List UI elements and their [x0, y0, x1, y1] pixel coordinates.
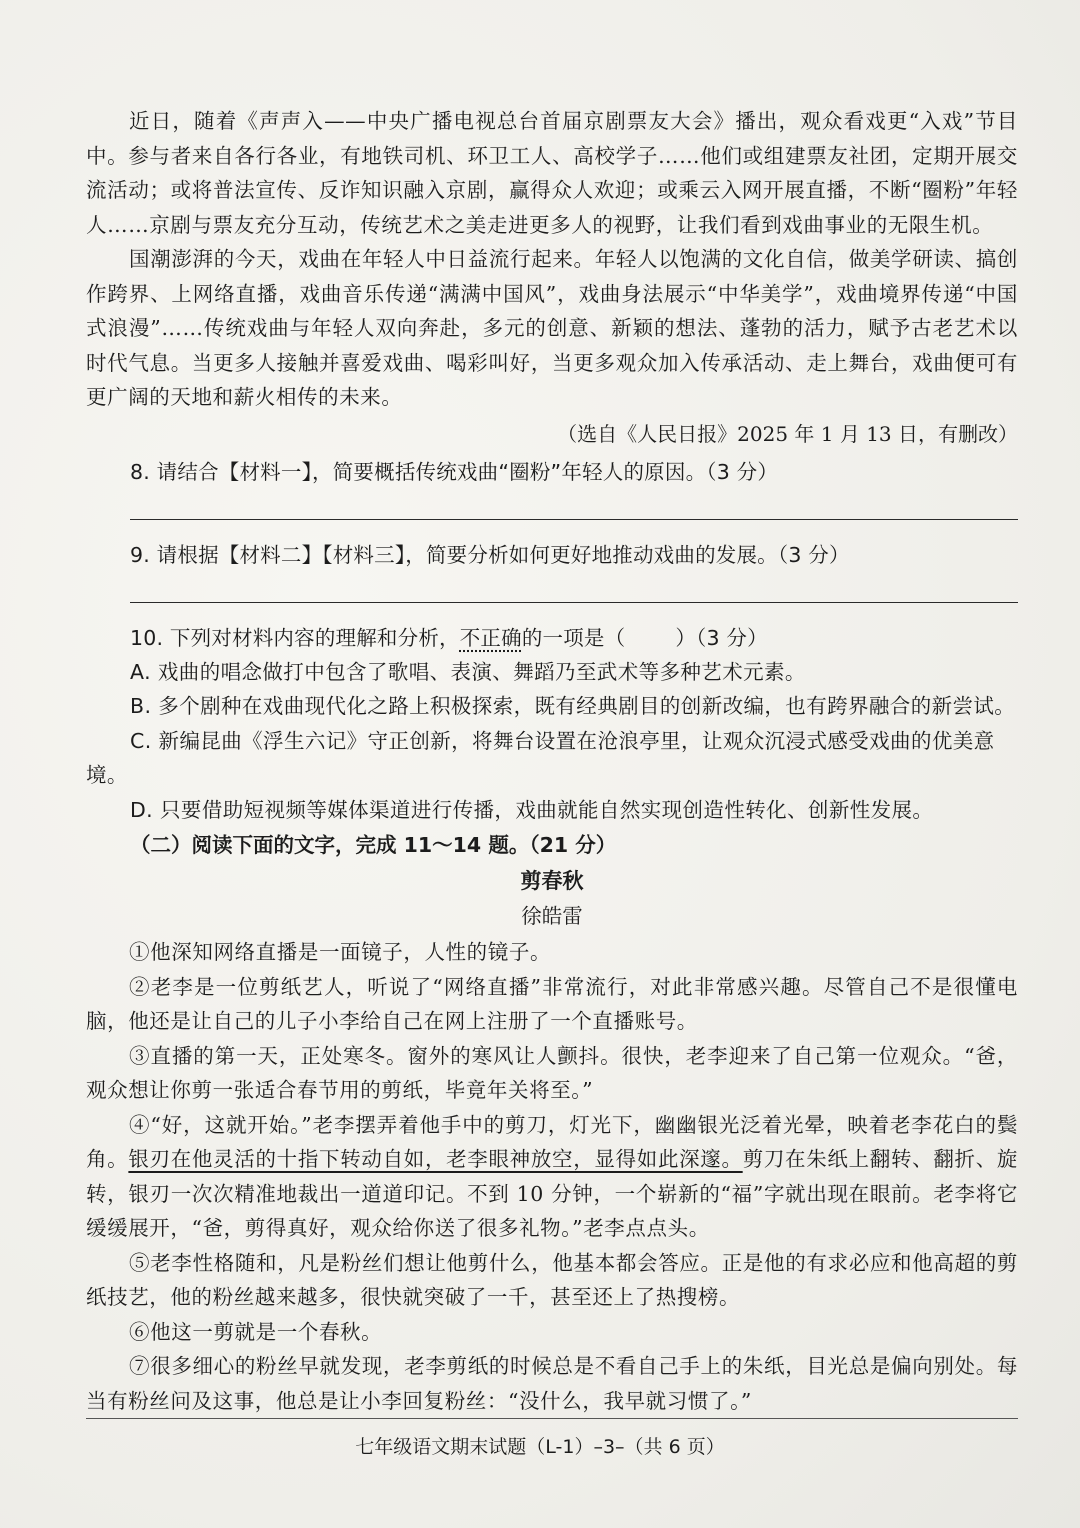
story-paragraph-6: ⑥他这一剪就是一个春秋。 — [129, 1319, 383, 1344]
material-paragraph-1: 近日，随着《声声入——中央广播电视总台首届京剧票友大会》播出，观众看戏更“入戏”节目中。参与者来自各行各业，有地铁司机、环卫工人、高校学子……他们或组建票友社团，定期开展交流活动；或将普法宣传、反诈知识融入京剧，赢得众人欢迎；或乘云入网开展直播，不断“圈粉”年轻人……京剧与票友充分互动，传统艺术之美走进更多人的视野，让我们看到戏曲事业的无限生机。 — [86, 109, 1018, 237]
story-paragraph-5: ⑤老李性格随和，凡是粉丝们想让他剪什么，他基本都会答应。正是他的有求必应和他高超的剪纸技艺，他的粉丝越来越多，很快就突破了一千，甚至还上了热搜榜。 — [86, 1250, 1018, 1309]
question-10-end: ）（3 分） — [675, 625, 768, 650]
story-paragraph-3: ③直播的第一天，正处寒冬。窗外的寒风让人颤抖。很快，老李迎来了自己第一位观众。“爸，观众想让你剪一张适合春节用的剪纸，毕竟年关将至。” — [86, 1043, 1018, 1102]
story-paragraph-4-start: ④“好，这就开始。”老李摆弄着他手中的剪刀，灯光下，幽幽银光泛着光晕，映着老李花白的鬓角。 — [86, 1112, 1018, 1171]
source-citation: （选自《人民日报》2025 年 1 月 13 日，有删改） — [557, 421, 1018, 446]
material-paragraph-2: 国潮澎湃的今天，戏曲在年轻人中日益流行起来。年轻人以饱满的文化自信，做美学研读、搞创作跨界、上网络直播，戏曲音乐传递“满满中国风”，戏曲身法展示“中华美学”，戏曲境界传递“中国式浪漫”……传统戏曲与年轻人双向奔赴，多元的创意、新颖的想法、蓬勃的活力，赋予古老艺术以时代气息。当更多人接触并喜爱戏曲、喝彩叫好，当更多观众加入传承活动、走上舞台，戏曲便可有更广阔的天地和薪火相传的未来。 — [86, 247, 1018, 409]
question-10 — [86, 621, 1018, 655]
question-8: 8. 请结合【材料一】，简要概括传统戏曲“圈粉”年轻人的原因。（3 分） — [130, 459, 779, 484]
option-a: A. 戏曲的唱念做打中包含了歌唱、表演、舞蹈乃至武术等多种艺术元素。 — [130, 659, 806, 684]
option-d: D. 只要借助短视频等媒体渠道进行传播，戏曲就能自然实现创造性转化、创新性发展。 — [130, 797, 934, 822]
answer-line-9[interactable] — [130, 602, 1018, 603]
question-10-emphasis: 不正确 — [459, 625, 522, 650]
option-b: B. 多个剧种在戏曲现代化之路上积极探索，既有经典剧目的创新改编，也有跨界融合的新尝试。 — [130, 694, 1016, 718]
story-paragraph-1: ①他深知网络直播是一面镜子，人性的镜子。 — [129, 940, 552, 964]
question-9: 9. 请根据【材料二】【材料三】，简要分析如何更好地推动戏曲的发展。（3 分） — [130, 542, 850, 567]
story-paragraph-7: ⑦很多细心的粉丝早就发现，老李剪纸的时候总是不看自己手上的朱纸，目光总是偏向别处。每当有粉丝问及这事，他总是让小李回复粉丝：“没什么，我早就习惯了。” — [86, 1354, 1018, 1413]
story-paragraph-4 — [86, 1108, 1018, 1246]
story-author: 徐皓雷 — [521, 904, 583, 928]
footer-divider — [86, 1418, 1018, 1419]
question-10-prefix: 10. 下列对材料内容的理解和分析， — [130, 625, 460, 650]
story-paragraph-4-underlined-sentence: 银刃在他灵活的十指下转动自如，老李眼神放空，显得如此深邃。 — [128, 1147, 743, 1171]
page-footer: 七年级语文期末试题（L-1）–3–（共 6 页） — [355, 1436, 725, 1458]
option-c: C. 新编昆曲《浮生六记》守正创新，将舞台设置在沧浪亭里，让观众沉浸式感受戏曲的优美意境。 — [86, 728, 995, 787]
story-paragraph-2: ②老李是一位剪纸艺人，听说了“网络直播”非常流行，对此非常感兴趣。尽管自己不是很懂电脑，他还是让自己的儿子小李给自己在网上注册了一个直播账号。 — [86, 974, 1018, 1033]
answer-line-8[interactable] — [130, 519, 1018, 520]
question-10-suffix: 的一项是（ — [521, 625, 626, 650]
story-paragraph-4-end: 剪刀在朱纸上翻转、翻折、旋转，银刃一次次精准地裁出一道道印记。不到 10 分钟，一个崭新的“福”字就出现在眼前。老李将它缓缓展开，“爸，剪得真好，观众给你送了很多礼物。”老李点点头。 — [86, 1147, 1018, 1240]
section-heading-2: （二）阅读下面的文字，完成 11～14 题。（21 分） — [130, 833, 617, 857]
story-title: 剪春秋 — [520, 869, 584, 893]
